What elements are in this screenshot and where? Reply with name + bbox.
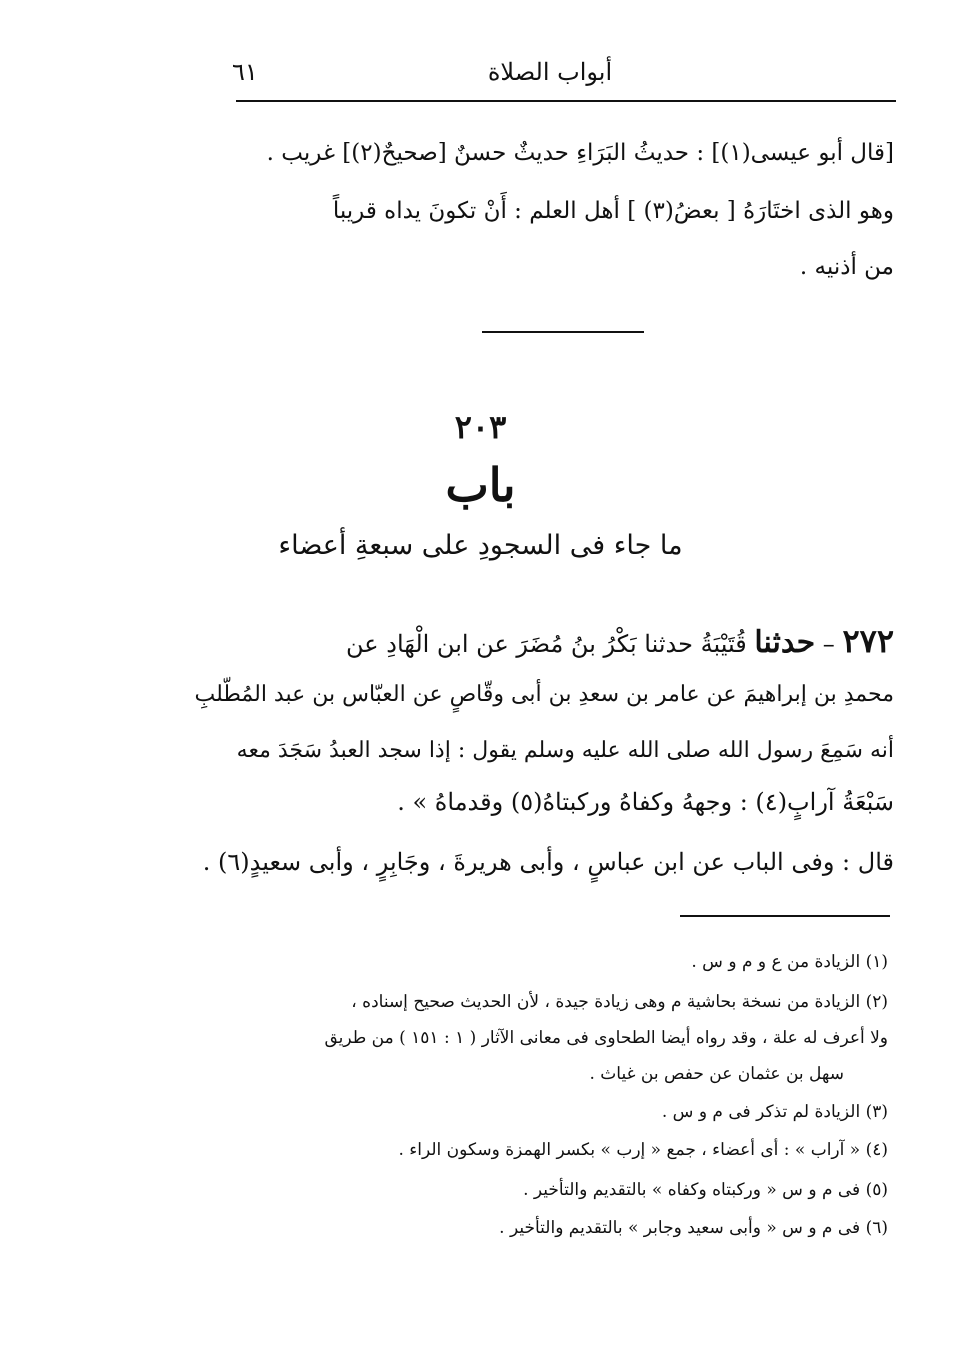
hadith-dash: – bbox=[822, 630, 835, 658]
footnote-text: الزيادة لم تذكر فى م و س . bbox=[661, 1102, 861, 1122]
section-number: ٢٠٣ bbox=[454, 408, 507, 446]
section-title: ما جاء فى السجودِ على سبعةِ أعضاء bbox=[278, 530, 683, 561]
footnote-2 bbox=[351, 992, 888, 1012]
footnote-3 bbox=[662, 1102, 888, 1122]
top-paragraph-line-1: [قال أبو عيسى(١)] : حديثُ البَرَاءِ حديثٌ حسنٌ [صحيحٌ(٢)] غريب . bbox=[266, 140, 894, 166]
top-paragraph-line-2: وهو الذى اختَارَهُ [ بعضُ(٣) ] أهل العلم : أَنْ تكونَ يداه قريباً bbox=[332, 198, 894, 224]
footnote-2-line-2: ولا أعرف له علة ، وقد رواه أيضا الطحاوى فى معانى الآثار ( ١ : ١٥١ ) من طريق bbox=[324, 1028, 888, 1048]
hadith-line-2: محمدِ بن إبراهيمَ عن عامر بن سعدِ بن أبى وقّاصٍ عن العبّاس بن عبد المُطّلبِ bbox=[194, 682, 894, 707]
footnote-marker: (٦) bbox=[865, 1218, 888, 1238]
footnote-2-line-3: سهل بن عثمان عن حفص بن غياث . bbox=[589, 1064, 844, 1084]
header-rule bbox=[236, 100, 896, 102]
running-head: أبواب الصلاة bbox=[487, 58, 613, 86]
hadith-line-4: سَبْعَةُ آرابٍ(٤) : وجههُ وكفاهُ وركبتاهُ(٥) وقدماهُ » . bbox=[397, 788, 894, 816]
footnote-marker: (٥) bbox=[865, 1180, 888, 1200]
footnote-marker: (٤) bbox=[865, 1140, 888, 1160]
footnote-6 bbox=[499, 1218, 888, 1238]
footnote-text: فى م و س « وركبتاه وكفاه » بالتقديم والتأخير . bbox=[523, 1180, 861, 1200]
page-number: ٦١ bbox=[232, 58, 258, 86]
hadith-line-1 bbox=[346, 622, 894, 660]
section-bab-heading: باب bbox=[445, 458, 516, 512]
footnote-rule bbox=[680, 915, 890, 917]
hadith-lead-word: حدثنا bbox=[754, 625, 816, 660]
footnote-text: « آراب » : أى أعضاء ، جمع « إرب » بكسر الهمزة وسكون الراء . bbox=[398, 1140, 861, 1160]
hadith-number: ٢٧٢ bbox=[842, 622, 894, 660]
footnote-1 bbox=[691, 952, 888, 972]
footnote-4 bbox=[398, 1140, 888, 1160]
hadith-line-1-text: قُتَيْبَةُ حدثنا بَكْرُ بنُ مُضَرَ عن ابن الْهَادِ عن bbox=[346, 630, 747, 658]
footnote-text: فى م و س « وأبى سعيد وجابر » بالتقديم والتأخير . bbox=[499, 1218, 861, 1238]
top-paragraph-line-3: من أذنيه . bbox=[799, 254, 894, 280]
footnote-marker: (١) bbox=[865, 952, 888, 972]
footnote-text: الزيادة من نسخة بحاشية م وهى زيادة جيدة ، لأن الحديث صحيح إسناده ، bbox=[351, 992, 861, 1012]
section-divider bbox=[482, 331, 644, 333]
footnote-5 bbox=[523, 1180, 888, 1200]
footnote-marker: (٣) bbox=[865, 1102, 888, 1122]
hadith-line-3: أنه سَمِعَ رسول الله صلى الله عليه وسلم يقول : إذا سجد العبدُ سَجَدَ معه bbox=[236, 738, 894, 763]
hadith-qal: قال : وفى الباب عن ابن عباسٍ ، وأبى هريرةَ ، وجَابِرٍ ، وأبى سعيدٍ(٦) . bbox=[202, 848, 894, 876]
footnote-text: الزيادة من ع و م و س . bbox=[691, 952, 861, 972]
footnote-marker: (٢) bbox=[865, 992, 888, 1012]
